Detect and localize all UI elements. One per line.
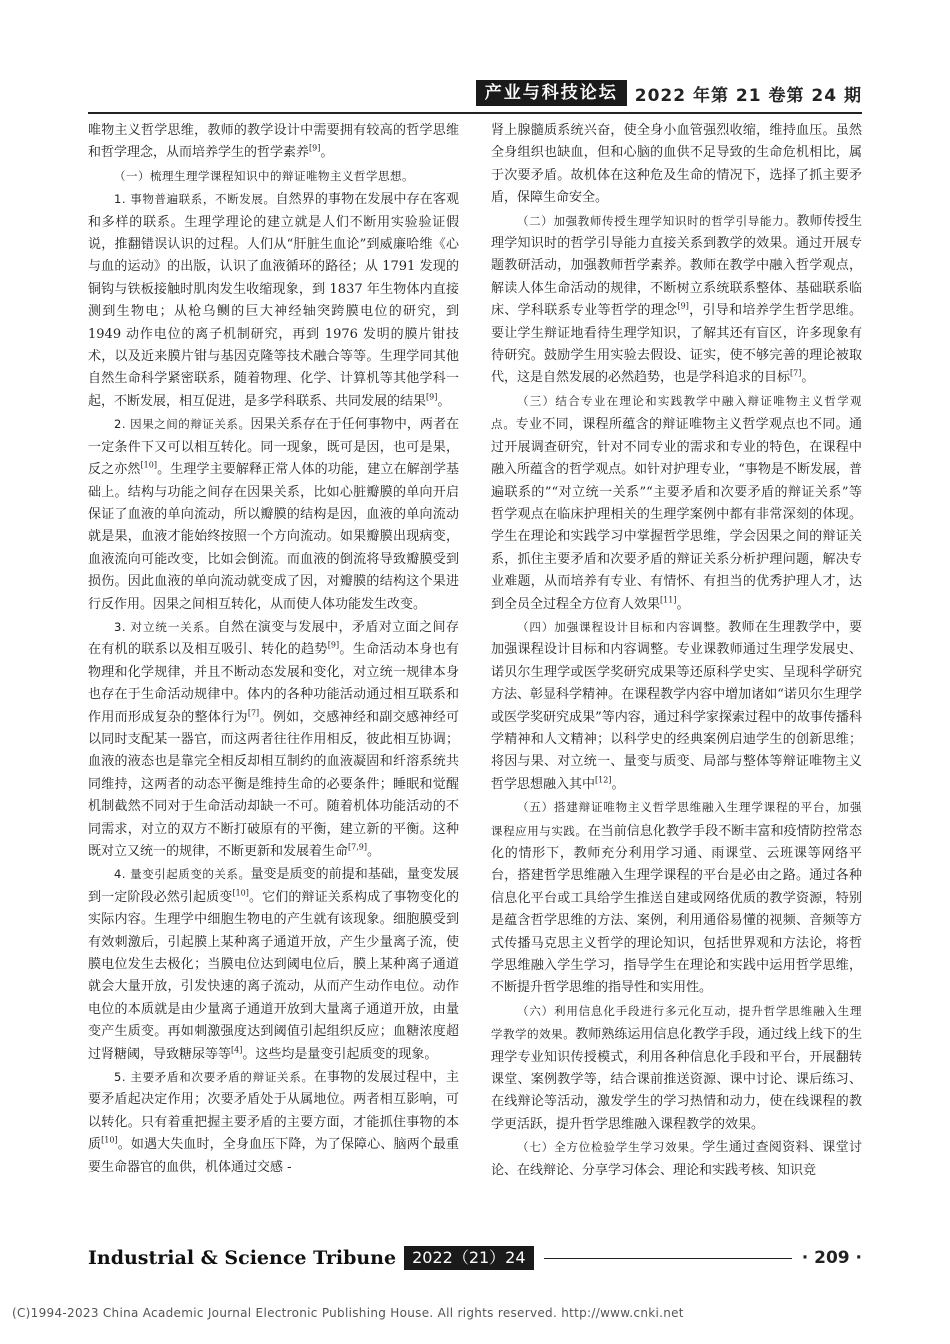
paragraph: 3. 对立统一关系。自然在演变与发展中，矛盾对立面之间存在有机的联系以及相互吸引、转化的趋势[9]。生命活动本身也有物理和化学规律，并且不断动态发展和变化，对立统一规律本身也存在于生命活动规律中。体内的各种功能活动通过相互联系和作用而形成复杂的整体行为[7]。例如，交感神经和副交感神经可以同时支配某一器官，而这两者往往作用相反，彼此相互协调；血液的液态也是靠完全相反却相互制约的血液凝固和纤溶系统共同维持，这两者的动态平衡是维持生命的必要条件；睡眠和觉醒机制截然不同对于生命活动却缺一不可。随着机体功能活动的不同需求，对立的双方不断打破原有的平衡，建立新的平衡。这种既对立又统一的规律，不断更新和发展着生命[7,9]。	[88, 619, 459, 859]
paragraph: 肾上腺髓质系统兴奋，使全身小血管强烈收缩，维持血压。虽然全身组织也缺血，但和心脑的血供不足导致的生命危机相比，属于次要矛盾。故机体在这种危及生命的情况下，选择了抓主要矛盾，保障生命安全。	[491, 123, 862, 206]
copyright-notice: (C)1994-2023 China Academic Journal Electronic Publishing House. All rights reserved. http://www.cnki.net	[12, 1306, 684, 1320]
citation: [9]	[426, 392, 438, 402]
paragraph: （四）加强课程设计目标和内容调整。教师在生理教学中，要加强课程设计目标和内容调整。专业课教师通过生理学发展史、诺贝尔生理学或医学奖研究成果等还原科学史实、呈现科学研究方法、彰显科学精神。在课程教学内容中增加诸如“诺贝尔生理学或医学奖研究成果”等内容，通过科学家探索过程中的故事传播科学精神和人文精神；以科学史的经典案例启迪学生的创新思维；将因与果、对立统一、量变与质变、局部与整体等辩证唯物主义哲学思想融入其中[12]。	[491, 619, 862, 792]
section-heading: （一）梳理生理学课程知识中的辩证唯物主义哲学思想。	[114, 168, 414, 183]
paragraph: 4. 量变引起质变的关系。量变是质变的前提和基础，量变发展到一定阶段必然引起质变[10]。它们的辩证关系构成了事物变化的实际内容。生理学中细胞生物电的产生就有该现象。细胞膜受到有效刺激后，引起膜上某种离子通道开放，产生少量离子流，使膜电位发生去极化；当膜电位达到阈电位后，膜上某种离子通道就会大量开放，引发快速的离子流动，从而产生动作电位。动作电位的本质就是由少量离子通道开放到大量离子通道开放，由量变产生质变。再如刺激强度达到阈值引起组织反应；血糖浓度超过肾糖阈，导致糖尿等等[4]。这些均是量变引起质变的现象。	[88, 867, 459, 1062]
paragraph: （五）搭建辩证唯物主义哲学思维融入生理学课程的平台，加强课程应用与实践。在当前信息化教学手段不断丰富和疫情防控常态化的情形下，教师充分利用学习通、雨课堂、云班课等网络平台，搭建哲学思维融入生理学课程的平台是必由之路。通过各种信息化平台或工具给学生推送自建或网络优质的教学资源，特别是蕴含哲学思维的方法、案例，利用通俗易懂的视频、音频等方式传播马克思主义哲学的理论知识，包括世界观和方法论，将哲学思维融入学生学习，指导学生在理论和实践中运用哲学思维，不断提升哲学思维的指导性和实用性。	[491, 800, 862, 996]
right-column	[491, 120, 862, 1182]
citation: [10]	[140, 460, 157, 470]
citation: [12]	[595, 775, 612, 785]
paragraph: （七）全方位检验学生学习效果。学生通过查阅资料、课堂讨论、在线辩论、分享学习体会、理论和实践考核、知识竞	[491, 1140, 862, 1178]
paragraph: （三）结合专业在理论和实践教学中融入辩证唯物主义哲学观点。专业不同，课程所蕴含的辩证唯物主义哲学观点也不同。通过开展调查研究，针对不同专业的需求和专业的特色，在课程中融入所蕴含的哲学观点。如针对护理专业，“事物是不断发展，普遍联系的”“对立统一关系”“主要矛盾和次要矛盾的辩证关系”等哲学观点在临床护理相关的生理学案例中都有非常深刻的体现。学生在理论和实践学习中掌握哲学思维，学会因果之间的辩证关系，抓住主要矛盾和次要矛盾的辩证关系分析护理问题，解决专业难题，从而培养有专业、有情怀、有担当的优秀护理人才，达到全员全过程全方位育人效果[11]。	[491, 393, 862, 612]
citation: [9]	[309, 144, 321, 154]
footer-rule	[544, 1258, 792, 1259]
citation: [9]	[327, 641, 340, 651]
citation: [10]	[232, 888, 249, 898]
page-number: · 209 ·	[801, 1248, 862, 1268]
citation: [7]	[247, 708, 260, 718]
citation: [4]	[231, 1045, 243, 1055]
citation: [7]	[790, 369, 802, 379]
header-rule	[88, 112, 862, 114]
paragraph: （六）利用信息化手段进行多元化互动，提升哲学思维融入生理学教学的效果。教师熟练运用信息化教学手段，通过线上线下的生理学专业知识传授模式，利用各种信息化手段和平台，开展翻转课堂、案例教学等，结合课前推送资源、课中讨论、课后练习、在线辩论等活动，激发学生的学习热情和动力，使在线课程的教学更活跃，提升哲学思维融入课程教学的效果。	[491, 1003, 862, 1132]
running-header	[476, 80, 862, 106]
paragraph: 5. 主要矛盾和次要矛盾的辩证关系。在事物的发展过程中，主要矛盾起决定作用；次要矛盾处于从属地位。两者相互影响，可以转化。只有着重把握主要矛盾的主要方面，才能抓住事物的本质[10]。如遇大失血时，全身血压下降，为了保障心、脑两个最重要生命器官的血供，机体通过交感 -	[88, 1070, 459, 1175]
footer-journal-title: Industrial & Science Tribune	[88, 1247, 397, 1269]
issue-label: 2022 年第 21 卷第 24 期	[634, 85, 862, 106]
citation: [7,9]	[348, 842, 367, 852]
paragraph: 唯物主义哲学思维，教师的教学设计中需要拥有较高的哲学思维和哲学理念，从而培养学生的哲学素养[9]。	[88, 123, 459, 161]
citation: [11]	[660, 595, 677, 605]
paragraph: （二）加强教师传授生理学知识时的哲学引导能力。教师传授生理学知识时的哲学引导能力直接关系到教学的效果。通过开展专题教研活动，加强教师哲学素养。教师在教学中融入哲学观点，解读人体生命活动的规律，不断树立系统联系整体、基础联系临床、学科联系专业等哲学的理念[9]，引导和培养学生哲学思维。要让学生辩证地看待生理学知识，了解其还有盲区，许多现象有待研究。鼓励学生用实验去假设、证实，使不够完善的理论被取代，这是自然发展的必然趋势，也是学科追求的目标[7]。	[491, 213, 862, 386]
paragraph: 1. 事物普遍联系，不断发展。自然界的事物在发展中存在客观和多样的联系。生理学理论的建立就是人们不断用实验验证假说，推翻错误认识的过程。人们从“肝脏生血论”到威廉哈维《心与血的运动》的出版，认识了血液循环的路径；从 1791 发现的铜钩与铁板接触时肌肉发生收缩现象，到 1837 年生物体内直接测到生物电；从枪乌鲗的巨大神经轴突跨膜电位的研究，到 1949 动作电位的离子机制研究，再到 1976 发明的膜片钳技术，以及近来膜片钳与基因克隆等技术融合等等。生理学同其他自然生命科学紧密联系，随着物理、化学、计算机等其他学科一起，不断发展，相互促进，是多学科联系、共同发展的结果[9]。	[88, 192, 459, 409]
paragraph: 2. 因果之间的辩证关系。因果关系存在于任何事物中，两者在一定条件下又可以相互转化。同一现象，既可是因，也可是果，反之亦然[10]。生理学主要解释正常人体的功能，建立在解剖学基础上。结构与功能之间存在因果关系，比如心脏瓣膜的单向开启保证了血液的单向流动，所以瓣膜的结构是因，血液的单向流动就是果，血液才能始终按照一个方向流动。如果瓣膜出现病变，血液流向可能改变，比如会倒流。而血液的倒流将导致瓣膜受到损伤。因此血液的单向流动就变成了因，对瓣膜的结构这个果进行反作用。因果之间相互转化，从而使人体功能发生改变。	[88, 417, 459, 612]
citation: [10]	[101, 1135, 118, 1145]
citation: [9]	[677, 301, 689, 311]
page-footer	[88, 1244, 862, 1272]
journal-name-badge: 产业与科技论坛	[476, 80, 627, 106]
footer-volume-badge: 2022（21）24	[404, 1246, 533, 1270]
left-column	[88, 120, 459, 1179]
